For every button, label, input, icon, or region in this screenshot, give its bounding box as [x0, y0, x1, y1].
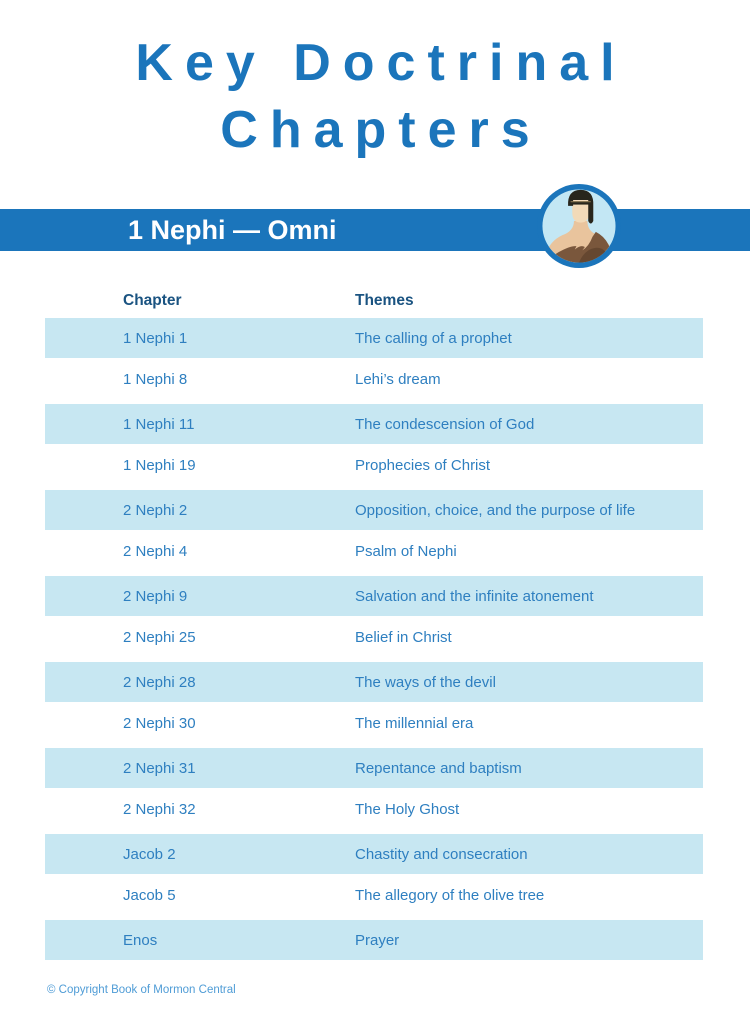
theme-cell: The millennial era [355, 715, 474, 732]
table-row [45, 573, 703, 616]
section-banner [0, 209, 750, 251]
table-row [45, 401, 703, 444]
chapter-cell: 1 Nephi 8 [123, 371, 188, 388]
chapter-cell: 1 Nephi 1 [123, 329, 188, 347]
table-row [45, 702, 703, 745]
theme-cell: The allegory of the olive tree [355, 887, 545, 904]
theme-cell: Salvation and the infinite atonement [355, 587, 594, 605]
section-banner-label: 1 Nephi — Omni [128, 215, 337, 245]
chapter-cell: 2 Nephi 25 [123, 629, 196, 646]
theme-cell: The condescension of God [355, 415, 535, 433]
table-row [45, 831, 703, 874]
chapter-cell: 1 Nephi 11 [123, 415, 195, 433]
theme-cell: The Holy Ghost [355, 801, 460, 818]
theme-cell: The calling of a prophet [355, 329, 512, 347]
chapter-cell: Jacob 2 [123, 845, 176, 863]
chapter-cell: 2 Nephi 28 [123, 673, 196, 691]
table-row [45, 616, 703, 659]
column-header-chapter: Chapter [123, 292, 182, 309]
chapter-cell: Jacob 5 [123, 887, 176, 904]
table-row [45, 487, 703, 530]
chapter-cell: 2 Nephi 4 [123, 543, 188, 560]
table-row [45, 315, 703, 358]
chapter-cell: 2 Nephi 2 [123, 501, 188, 519]
page-title [0, 30, 750, 164]
theme-cell: Chastity and consecration [355, 845, 528, 863]
table-row [45, 874, 703, 917]
chapter-cell: 2 Nephi 31 [123, 759, 196, 777]
table-row [45, 659, 703, 702]
chapter-cell: 2 Nephi 30 [123, 715, 196, 732]
chapters-table [45, 292, 703, 960]
table-row [45, 917, 703, 960]
theme-cell: Prayer [355, 931, 400, 949]
theme-cell: Prophecies of Christ [355, 457, 491, 474]
table-row [45, 444, 703, 487]
chapter-cell: 2 Nephi 32 [123, 801, 196, 818]
table-row [45, 788, 703, 831]
theme-cell: Opposition, choice, and the purpose of life [355, 501, 636, 519]
chapter-cell: Enos [123, 931, 158, 949]
page-title-line1: Key Doctrinal [135, 34, 627, 92]
table-row [45, 745, 703, 788]
table-body [45, 315, 703, 960]
table-row [45, 530, 703, 573]
theme-cell: Psalm of Nephi [355, 543, 457, 560]
theme-cell: Lehi’s dream [355, 371, 441, 388]
copyright-notice: © Copyright Book of Mormon Central [47, 984, 236, 996]
theme-cell: Belief in Christ [355, 629, 452, 646]
theme-cell: The ways of the devil [355, 673, 496, 691]
chapter-cell: 2 Nephi 9 [123, 587, 188, 605]
nephi-avatar-icon [537, 184, 621, 268]
chapter-cell: 1 Nephi 19 [123, 457, 196, 474]
table-header-row [45, 292, 703, 315]
page-title-line2: Chapters [220, 101, 542, 159]
theme-cell: Repentance and baptism [355, 759, 522, 777]
table-row [45, 358, 703, 401]
column-header-themes: Themes [355, 292, 414, 309]
